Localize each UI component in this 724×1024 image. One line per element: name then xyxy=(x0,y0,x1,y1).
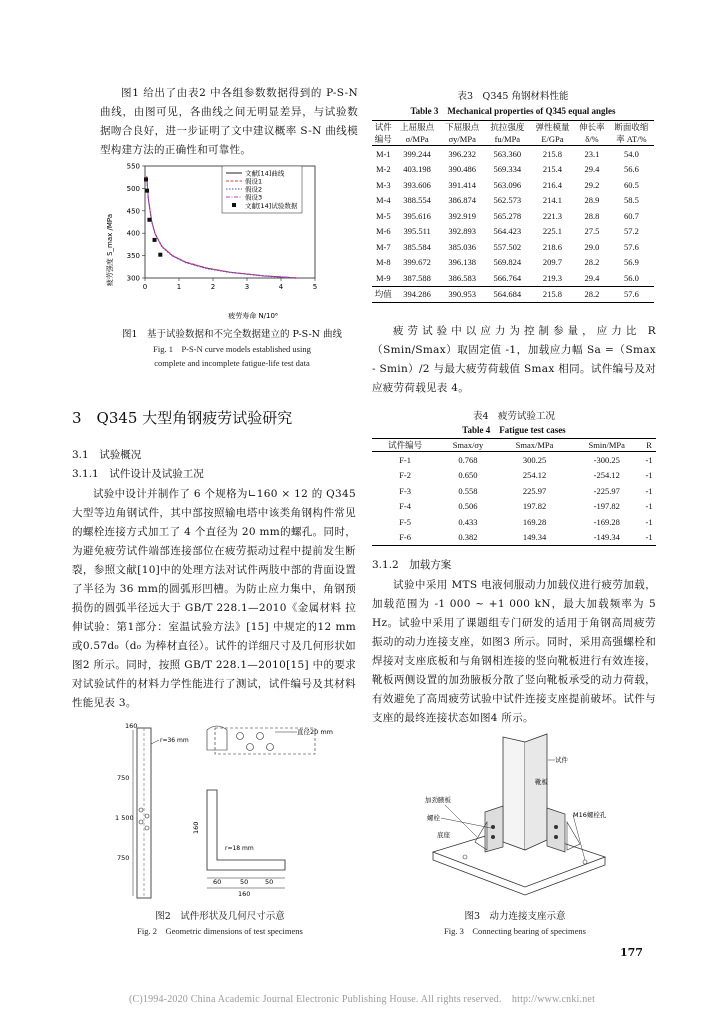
table-cell: 56.6 xyxy=(623,164,639,175)
table-row xyxy=(372,146,654,162)
y-tick-label: 450 xyxy=(126,207,140,216)
table-cell: 399.244 xyxy=(403,148,431,159)
table-cell: F-5 xyxy=(399,516,412,527)
legend-ref: 文献[14]曲线 xyxy=(245,169,285,178)
table-cell: 60.5 xyxy=(623,179,639,190)
table-cell: 221.3 xyxy=(542,210,562,221)
copyright-footer: (C)1994-2020 China Academic Journal Electronic Publishing House. All rights reserved. http://www.cnki.net xyxy=(128,994,596,1005)
chart-legend xyxy=(222,166,302,213)
label-specimen: 试件 xyxy=(555,756,568,764)
loading-scheme-paragraph: 试验中采用 MTS 电液伺服动力加载仪进行疲劳加载，加载范围为 -1 000 ~ +1 000 kN，最大加载频率为 5 Hz。试验中采用了课题组专门研发的适用于角钢高周疲劳振动的动力连接支座，如图3 所示。同时，采用高强螺栓和焊接对支座底板和与角钢相连接的竖向靴板进行有效连接，靴板两侧设置的加劲腋板分散了竖向靴板承受的动力荷载，有效避免了高周疲劳试验中试件连接支座提前破坏。试件与支座的最终连接状态如图4 所示。 xyxy=(372,579,656,724)
table-cell: 386.874 xyxy=(448,195,477,206)
table-cell: 385.036 xyxy=(448,241,477,252)
table3-title-cn: 表3 Q345 角钢材料性能 xyxy=(457,91,569,102)
legend-a3: 假设3 xyxy=(245,193,263,202)
section-3-1-title: 3.1 试验概况 xyxy=(72,449,142,461)
fig1-caption-en-2: complete and incomplete fatigue-life test data xyxy=(154,358,310,368)
y-tick-label: 500 xyxy=(126,184,140,193)
dim-top: 160 xyxy=(125,722,138,730)
table-cell: 29.4 xyxy=(584,164,600,175)
table-cell: 215.8 xyxy=(530,286,575,303)
figure-3 xyxy=(425,722,610,902)
table-cell: -1 xyxy=(645,516,653,527)
table-cell: 149.34 xyxy=(498,530,572,546)
table-cell: M-2 xyxy=(375,164,391,175)
table-row xyxy=(372,224,654,240)
table-cell: 23.1 xyxy=(584,148,600,159)
table-cell: 219.3 xyxy=(542,272,562,283)
table-cell: -254.12 xyxy=(593,470,620,481)
table-row xyxy=(372,270,654,286)
p-s-n-chart xyxy=(100,158,365,320)
chart-xlabel: 疲劳寿命 N/10⁶ xyxy=(228,312,278,320)
fig1-caption-cn: 图1 基于试验数据和不完全数据建立的 P-S-N 曲线 xyxy=(121,329,343,340)
table-cell: 0.558 xyxy=(458,485,478,496)
table-cell: 390.486 xyxy=(448,164,477,175)
label-hole16: M16螺栓孔 xyxy=(573,811,607,819)
load-paragraph: 疲劳试验中以应力为控制参量，应力比 R（Smin/Smax）取固定值 -1，加载应力幅 Sa =（Smax - Smin）/2 与最大疲劳荷载值 Smax 相同。试件编号及对应疲劳荷载见表 4。 xyxy=(372,325,656,394)
dim-h160: 160 xyxy=(192,821,200,834)
table-cell: 564.684 xyxy=(485,286,530,303)
section-3-title: 3 Q345 大型角钢疲劳试验研究 xyxy=(72,409,293,427)
table-cell: 29.4 xyxy=(584,272,600,283)
data-point xyxy=(158,253,162,257)
table-cell: 169.28 xyxy=(522,516,547,527)
table-cell: 396.232 xyxy=(448,148,477,159)
table-cell: 218.6 xyxy=(542,241,562,252)
table-cell: 569.824 xyxy=(493,257,522,268)
dim-750b: 750 xyxy=(117,854,130,862)
table-cell: 54.0 xyxy=(623,148,639,159)
table-row xyxy=(372,177,654,193)
table-cell: M-7 xyxy=(375,241,391,252)
table-cell: 225.1 xyxy=(542,226,562,237)
table3-header-bottom: 编号 σ/MPa σy/MPa fu/MPa E/GPa δ/% 率 AT/% xyxy=(372,133,654,146)
fig3-caption-en: Fig. 3 Connecting bearing of specimens xyxy=(444,926,586,936)
table-cell: 0.433 xyxy=(458,516,478,527)
table4-title-cn: 表4 疲劳试验工况 xyxy=(472,411,556,422)
angle-section xyxy=(207,790,285,870)
table-cell: M-5 xyxy=(375,210,391,221)
table-cell: 387.588 xyxy=(403,272,431,283)
table-cell: 28.9 xyxy=(584,195,600,206)
fig3-caption-cn: 图3 动力连接支座示意 xyxy=(464,911,566,922)
legend-swatch-data xyxy=(232,203,236,207)
table-cell: 29.2 xyxy=(584,179,600,190)
y-tick-label: 550 xyxy=(126,162,140,171)
table-cell: 565.278 xyxy=(493,210,522,221)
intro-paragraph: 图1 给出了由表2 中各组参数数据得到的 P-S-N 曲线，由图可见，各曲线之间无明显差异，与试验数据吻合良好，进一步证明了文中建议概率 S-N 曲线模型构建方法的正确性和可靠性。 xyxy=(100,87,358,156)
table-cell: -1 xyxy=(645,501,653,512)
table-row xyxy=(372,514,656,530)
table-cell: 557.502 xyxy=(493,241,522,252)
table-cell: -1 xyxy=(645,470,653,481)
table-cell: 57.6 xyxy=(609,286,654,303)
y-tick-label: 350 xyxy=(126,252,140,261)
table-cell: 388.554 xyxy=(403,195,431,206)
page-number: 177 xyxy=(620,946,643,959)
table-row xyxy=(372,286,654,303)
dim-b4: 160 xyxy=(238,890,251,898)
label-base: 底座 xyxy=(437,831,450,839)
specimen-drawing xyxy=(115,720,355,905)
table-cell: 209.7 xyxy=(542,257,562,268)
table-cell: 254.12 xyxy=(522,470,547,481)
specimen-design-paragraph: 试验中设计并制作了 6 个规格为∟160 × 12 的 Q345 大型等边角钢试件，其中部按照输电塔中该类角钢构件常见的螺栓连接方式加工了 4 个直径为 20 mm的螺孔。同时，为避免疲劳试件端部连接部位在疲劳振动过程中提前发生断裂，参照文献[10]中的处理方法对试件两肢中部的背面设置了半径为 36 mm的圆弧形凹槽。为防止应力集中，角钢预损伤的圆弧半径远大于 GB/T 228.1—2010《金属材料 拉伸试验：第1部分：室温试验方法》[15] 中规定的12 mm 或0.57d₀（d₀ 为棒材直径）。试件的详细尺寸及几何形状如图2 所示。同时，按照 GB/T 228.1—2010[15] 中的要求对试验试件的材料力学性能进行了测试，试件编号及其材料性能见表 3。 xyxy=(72,488,356,709)
table-cell: 215.4 xyxy=(542,164,562,175)
table-cell: 197.82 xyxy=(522,501,547,512)
dim-b2: 50 xyxy=(240,878,249,886)
table-cell: -1 xyxy=(645,485,653,496)
x-tick-label: 0 xyxy=(142,283,148,291)
table-cell: -1 xyxy=(645,454,653,465)
table-cell: 57.6 xyxy=(623,241,639,252)
table-cell: 396.138 xyxy=(448,257,477,268)
x-tick-label: 5 xyxy=(312,283,318,291)
table-cell: 562.573 xyxy=(493,195,522,206)
table-cell: -1 xyxy=(642,530,656,546)
table-cell: -169.28 xyxy=(593,516,620,527)
data-point xyxy=(147,218,151,222)
dim-1500: 1 500 xyxy=(115,814,134,822)
x-tick-label: 1 xyxy=(176,283,182,291)
figure-2 xyxy=(115,720,355,905)
table-row xyxy=(372,468,656,484)
x-tick-label: 3 xyxy=(244,283,250,291)
y-tick-label: 300 xyxy=(126,274,140,283)
table4-title-en: Table 4 Fatigue test cases xyxy=(462,425,566,435)
bearing-drawing xyxy=(425,722,610,902)
label-r36: r=36 mm xyxy=(160,737,189,744)
table-cell: -197.82 xyxy=(593,501,620,512)
table-cell: F-1 xyxy=(399,454,412,465)
table-cell: -300.25 xyxy=(593,454,620,465)
chart-ylabel: 疲劳强度 S_max /MPa xyxy=(106,213,114,287)
table-cell: 395.616 xyxy=(403,210,431,221)
table-cell: F-4 xyxy=(399,501,412,512)
table-cell: 28.8 xyxy=(584,210,600,221)
table-cell: F-3 xyxy=(399,485,412,496)
table-cell: 395.511 xyxy=(403,226,431,237)
table-row xyxy=(372,239,654,255)
section-3-1-1-title: 3.1.1 试件设计及试验工况 xyxy=(72,468,204,480)
label-bolt: 螺栓 xyxy=(427,814,440,822)
table-row xyxy=(372,483,656,499)
data-point xyxy=(153,238,157,242)
table-row xyxy=(372,162,654,178)
table-cell: 569.334 xyxy=(493,164,522,175)
label-hole: 直径20 mm xyxy=(297,728,334,736)
table-cell: M-8 xyxy=(375,257,391,268)
data-point xyxy=(144,177,148,181)
table-cell: 403.198 xyxy=(403,164,431,175)
table-cell: 214.1 xyxy=(542,195,562,206)
table-cell: 394.286 xyxy=(395,286,440,303)
table-cell: 566.764 xyxy=(493,272,522,283)
table-cell: 56.0 xyxy=(623,272,639,283)
table-cell: 215.8 xyxy=(542,148,562,159)
table-cell: 399.672 xyxy=(403,257,431,268)
table-cell: 0.768 xyxy=(458,454,478,465)
table-cell: 均值 xyxy=(372,286,395,303)
x-tick-label: 4 xyxy=(278,283,284,291)
table-row xyxy=(372,530,656,546)
fig1-caption-en-1: Fig. 1 P-S-N curve models established using xyxy=(153,344,311,354)
label-r18: r=18 mm xyxy=(225,845,254,852)
label-stiffener: 加劲腋板 xyxy=(425,796,451,804)
table-cell: -149.34 xyxy=(571,530,642,546)
table-row xyxy=(372,452,656,468)
x-tick-label: 2 xyxy=(210,283,216,291)
dim-b1: 60 xyxy=(213,878,222,886)
table-cell: -225.97 xyxy=(593,485,620,496)
specimen-column xyxy=(503,737,525,850)
table-row xyxy=(372,193,654,209)
fig2-caption-en: Fig. 2 Geometric dimensions of test specimens xyxy=(137,926,303,936)
table-cell: 56.9 xyxy=(623,257,639,268)
table-cell: 27.5 xyxy=(584,226,600,237)
table-cell: 391.414 xyxy=(448,179,477,190)
table-row xyxy=(372,255,654,271)
table-cell: M-6 xyxy=(375,226,391,237)
table-3 xyxy=(372,120,654,303)
table-cell: 0.506 xyxy=(458,501,478,512)
table-cell: 386.583 xyxy=(448,272,477,283)
table-cell: 392.893 xyxy=(448,226,477,237)
table3-header-top: 试件 上屈服点 下屈服点 抗拉强度 弹性模量 伸长率 断面收缩 xyxy=(372,121,654,134)
table-cell: 563.096 xyxy=(493,179,522,190)
y-tick-label: 400 xyxy=(126,229,140,238)
section-3-1-2-title: 3.1.2 加载方案 xyxy=(372,559,452,571)
table-cell: 225.97 xyxy=(522,485,547,496)
table-cell: 564.423 xyxy=(493,226,522,237)
table-cell: 58.5 xyxy=(623,195,639,206)
fig2-caption-cn: 图2 试件形状及几何尺寸示意 xyxy=(155,911,285,922)
table-cell: 385.584 xyxy=(403,241,431,252)
table-cell: 0.382 xyxy=(438,530,498,546)
table-row xyxy=(372,208,654,224)
table-cell: 300.25 xyxy=(522,454,547,465)
dim-750a: 750 xyxy=(117,774,130,782)
table-cell: 28.2 xyxy=(584,257,600,268)
table-cell: M-3 xyxy=(375,179,391,190)
figure-1 xyxy=(100,158,365,320)
table-cell: 216.4 xyxy=(542,179,562,190)
table-cell: 563.360 xyxy=(493,148,522,159)
legend-data: 文献[14]试验数据 xyxy=(245,202,298,210)
table-4 xyxy=(372,438,656,546)
table-cell: 390.953 xyxy=(440,286,485,303)
table-cell: M-9 xyxy=(375,272,391,283)
table-cell: M-4 xyxy=(375,195,391,206)
table-cell: 57.2 xyxy=(623,226,639,237)
table-cell: F-2 xyxy=(399,470,412,481)
table-cell: 392.919 xyxy=(448,210,477,221)
table-cell: 29.0 xyxy=(584,241,600,252)
table4-header: 试件编号 Smax/σy Smax/MPa Smin/MPa R xyxy=(372,439,656,452)
dim-b3: 50 xyxy=(265,878,274,886)
table-cell: M-1 xyxy=(375,148,391,159)
table3-title-en: Table 3 Mechanical properties of Q345 equal angles xyxy=(410,106,616,116)
table-cell: F-6 xyxy=(372,530,438,546)
label-shoe: 靴板 xyxy=(535,778,548,786)
table-cell: 28.2 xyxy=(575,286,609,303)
data-point xyxy=(145,189,149,193)
table-row xyxy=(372,499,656,515)
legend-a1: 假设1 xyxy=(245,177,263,186)
table-cell: 0.650 xyxy=(458,470,478,481)
legend-a2: 假设2 xyxy=(245,185,263,194)
table-cell: 393.606 xyxy=(403,179,431,190)
table-cell: 60.7 xyxy=(623,210,639,221)
